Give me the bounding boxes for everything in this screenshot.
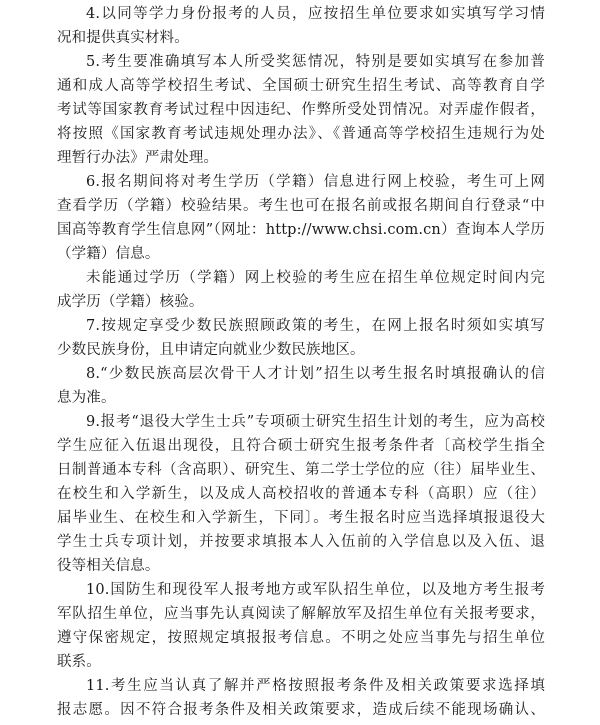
- text-line: 9.报考“退役大学生士兵”专项硕士研究生招生计划的考生，应为高校: [86, 414, 545, 430]
- text-line: 军队招生单位，应当事先认真阅读了解解放军及招生单位有关报考要求，: [57, 606, 545, 622]
- text-line: 通和成人高等学校招生考试、全国硕士研究生招生考试、高等教育自学: [57, 78, 545, 94]
- text-line: 未能通过学历（学籍）网上校验的考生应在招生单位规定时间内完: [86, 270, 545, 286]
- text-line: 报志愿。因不符合报考条件及相关政策要求，造成后续不能现场确认、: [57, 702, 545, 718]
- text-line: 国高等教育学生信息网”（网址：http://www.chsi.com.cn）查询本人学历: [57, 222, 545, 238]
- text-line: 7.按规定享受少数民族照顾政策的考生，在网上报名时须如实填写: [86, 318, 545, 334]
- text-line: 息为准。: [57, 390, 116, 406]
- text-line: 考试等国家教育考试过程中因违纪、作弊所受处罚情况。对弄虚作假者，: [57, 102, 545, 118]
- text-line: 遵守保密规定，按照规定填报报考信息。不明之处应当事先与招生单位: [57, 630, 545, 646]
- text-line: 5.考生要准确填写本人所受奖惩情况，特别是要如实填写在参加普: [86, 54, 545, 70]
- text-line: 届毕业生、在校生和入学新生，下同〕。考生报名时应当选择填报退役大: [57, 510, 545, 526]
- text-line: 查看学历（学籍）校验结果。考生也可在报名前或报名期间自行登录“中: [57, 198, 545, 214]
- text-line: 8.“少数民族高层次骨干人才计划”招生以考生报名时填报确认的信: [86, 366, 545, 382]
- text-line: 6.报名期间将对考生学历（学籍）信息进行网上校验，考生可上网: [86, 174, 545, 190]
- text-line: 日制普通本专科（含高职）、研究生、第二学士学位的应（往）届毕业生、: [57, 462, 545, 478]
- text-line: 联系。: [57, 654, 101, 670]
- text-line: 少数民族身份，且申请定向就业少数民族地区。: [57, 342, 365, 358]
- text-line: 学生应征入伍退出现役，且符合硕士研究生报考条件者〔高校学生指全: [57, 438, 545, 454]
- text-line: （学籍）信息。: [57, 246, 160, 262]
- text-line: 成学历（学籍）核验。: [57, 294, 204, 310]
- text-line: 役等相关信息。: [57, 558, 160, 574]
- text-line: 将按照《国家教育考试违规处理办法》、《普通高等学校招生违规行为处: [57, 126, 545, 142]
- text-line: 学生士兵专项计划，并按要求填报本人入伍前的入学信息以及入伍、退: [57, 534, 545, 550]
- text-line: 理暂行办法》严肃处理。: [57, 150, 219, 166]
- text-line: 10.国防生和现役军人报考地方或军队招生单位，以及地方考生报考: [86, 582, 545, 598]
- text-line: 11.考生应当认真了解并严格按照报考条件及相关政策要求选择填: [86, 678, 545, 694]
- text-line: 况和提供真实材料。: [57, 30, 189, 46]
- text-line: 4.以同等学力身份报考的人员，应按招生单位要求如实填写学习情: [86, 6, 545, 22]
- text-line: 在校生和入学新生，以及成人高校招收的普通本专科（高职）应（往）: [57, 486, 545, 502]
